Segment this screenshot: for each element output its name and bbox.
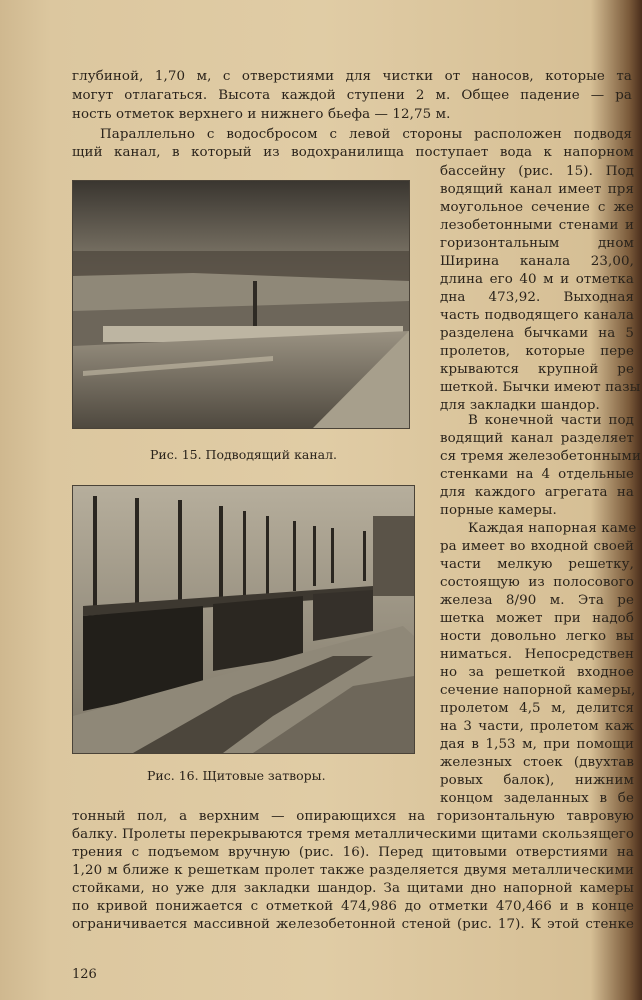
text-line: части мелкую решетку, <box>440 557 634 572</box>
canal-photo-illustration <box>73 181 409 428</box>
text-line: глубиной, 1,70 м, с отверстиями для чистки от наносов, которые та <box>72 69 632 84</box>
text-line: часть подводящего канала <box>440 308 634 323</box>
figure-16-photo <box>72 485 415 754</box>
text-line: для каждого агрегата на <box>440 485 634 500</box>
text-line: крываются крупной ре <box>440 362 634 377</box>
text-line: ниматься. Непосредствен <box>440 647 634 662</box>
text-line: дая в 1,53 м, при помощи <box>440 737 634 752</box>
text-line: водящий канал имеет пря <box>440 182 634 197</box>
text-line: железа 8/90 м. Эта ре <box>440 593 634 608</box>
figure-15-caption: Рис. 15. Подводящий канал. <box>150 447 338 462</box>
page-number: 126 <box>72 967 97 982</box>
text-line: шетка может при надоб <box>440 611 634 626</box>
text-line: трения с подъемом вручную (рис. 16). Перед щитовыми отверстиями на <box>72 845 634 860</box>
text-line: разделена бычками на 5 <box>440 326 634 341</box>
text-line: тонный пол, а верхним — опирающихся на горизонтальную тавровую <box>72 809 634 824</box>
text-line: могут отлагаться. Высота каждой ступени 2 м. Общее падение — ра <box>72 88 632 103</box>
text-line: ра имеет во входной своей <box>440 539 634 554</box>
text-line: горизонтальным дном <box>440 236 634 251</box>
text-line: Каждая напорная каме <box>468 521 637 536</box>
text-line: длина его 40 м и отметка <box>440 272 634 287</box>
text-line: на 3 части, пролетом каж <box>440 719 634 734</box>
text-line: щий канал, в который из водохранилища поступает вода к напорном <box>72 145 634 160</box>
text-line: порные камеры. <box>440 503 557 518</box>
text-line: В конечной части под <box>468 413 634 428</box>
text-line: сечение напорной камеры, <box>440 683 636 698</box>
text-line: Параллельно с водосбросом с левой стороны расположен подводя <box>100 127 632 142</box>
text-line: дна 473,92. Выходная <box>440 290 634 305</box>
text-line: концом заделанных в бе <box>440 791 634 806</box>
sluice-gates-illustration <box>73 486 414 753</box>
text-line: балку. Пролеты перекрываются тремя металлическими щитами скользящего <box>72 827 635 842</box>
text-line: железных стоек (двухтав <box>440 755 634 770</box>
text-line: шеткой. Бычки имеют пазы <box>440 380 641 395</box>
text-line: ограничивается массивной железобетонной стеной (рис. 17). К этой стенке <box>72 917 634 932</box>
text-line: ровых балок), нижним <box>440 773 634 788</box>
figure-15-photo <box>72 180 410 429</box>
text-line: для закладки шандор. <box>440 398 600 413</box>
text-line: 1,20 м ближе к решеткам пролет также разделяется двумя металлическими <box>72 863 634 878</box>
text-line: моугольное сечение с же <box>440 200 634 215</box>
text-line: состоящую из полосового <box>440 575 634 590</box>
text-line: пролетов, которые пере <box>440 344 634 359</box>
text-line: стенками на 4 отдельные <box>440 467 634 482</box>
text-line: бассейну (рис. 15). Под <box>440 164 634 179</box>
text-line: по кривой понижается с отметкой 474,986 до отметки 470,466 и в конце <box>72 899 634 914</box>
text-line: ность отметок верхнего и нижнего бьефа — 12,75 м. <box>72 107 451 122</box>
text-line: стойками, но уже для закладки шандор. За щитами дно напорной камеры <box>72 881 634 896</box>
text-line: ся тремя железобетонными <box>440 449 641 464</box>
text-line: Ширина канала 23,00, <box>440 254 634 269</box>
figure-16-caption: Рис. 16. Щитовые затворы. <box>147 768 326 783</box>
text-line: ности довольно легко вы <box>440 629 634 644</box>
text-line: водящий канал разделяет <box>440 431 634 446</box>
text-line: пролетом 4,5 м, делится <box>440 701 634 716</box>
text-line: но за решеткой входное <box>440 665 634 680</box>
text-line: лезобетонными стенами и <box>440 218 634 233</box>
